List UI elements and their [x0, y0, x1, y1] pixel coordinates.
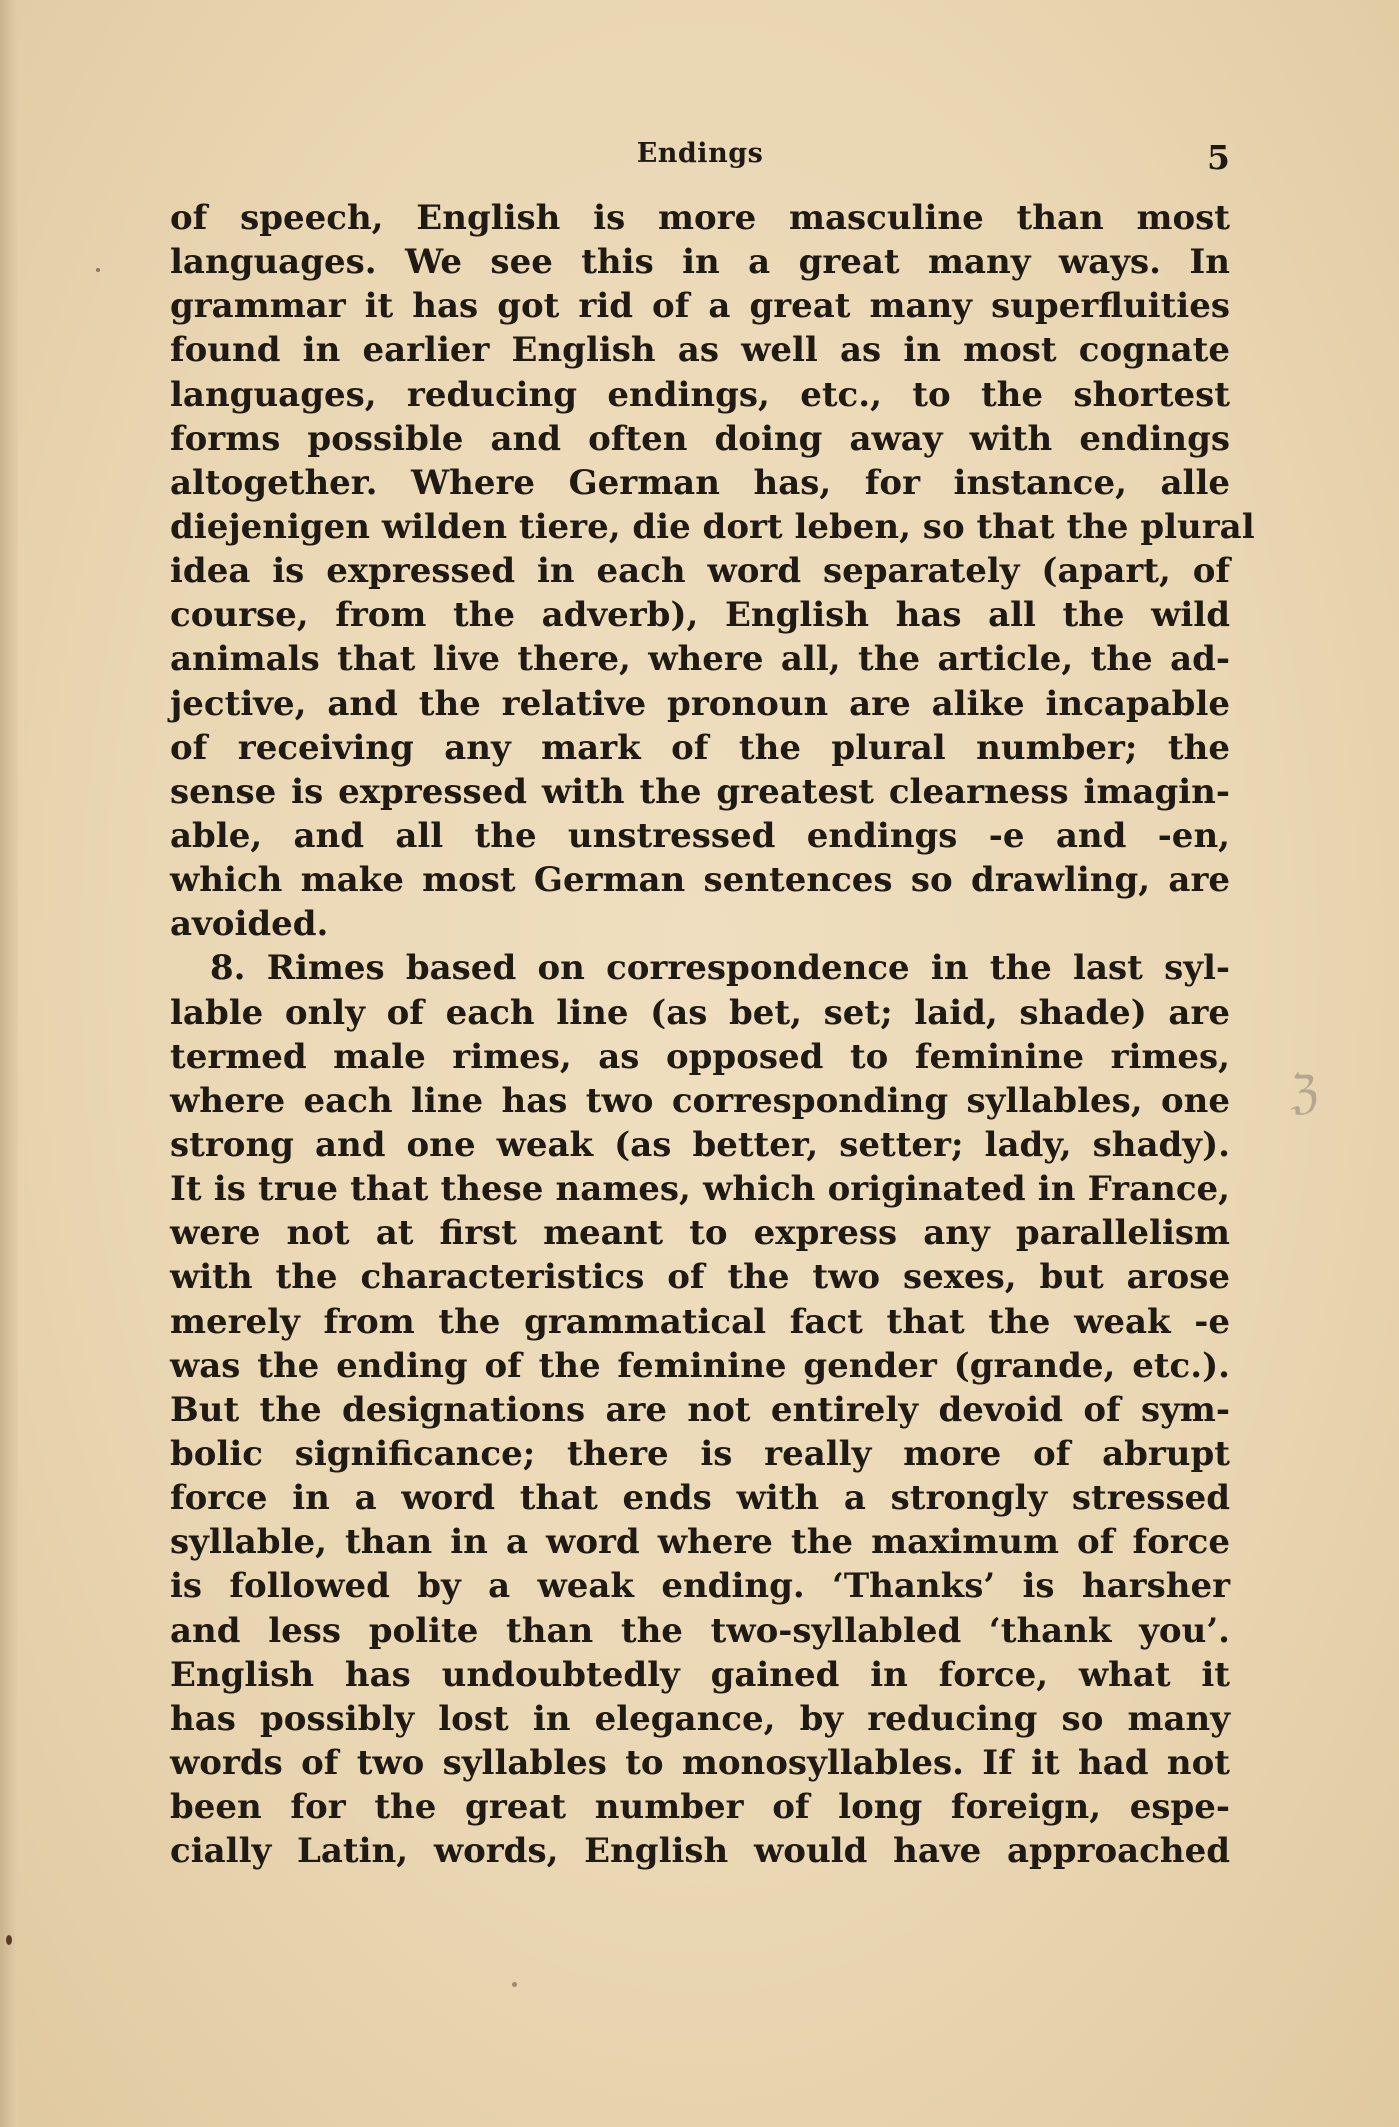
- running-head: Endings: [636, 138, 764, 169]
- text-line: was the ending of the feminine gender (grande, etc.).: [170, 1345, 1230, 1386]
- text-line: animals that live there, where all, the article, the ad-: [170, 639, 1230, 680]
- text-line: cially Latin, words, English would have approached: [170, 1831, 1230, 1872]
- margin-pencil-mark-icon: ℨ: [1290, 1065, 1319, 1119]
- text-line: has possibly lost in elegance, by reducing so many: [170, 1698, 1230, 1739]
- text-line: force in a word that ends with a strongly stressed: [170, 1478, 1230, 1519]
- page-number: 5: [1207, 138, 1230, 177]
- text-line: grammar it has got rid of a great many superfluities: [170, 286, 1230, 327]
- text-line: where each line has two corresponding syllables, one: [170, 1080, 1230, 1121]
- text-line: able, and all the unstressed endings -e and -en,: [170, 815, 1230, 856]
- text-line: syllable, than in a word where the maximum of force: [170, 1522, 1230, 1563]
- text-line: But the designations are not entirely devoid of sym-: [170, 1389, 1230, 1430]
- text-line: altogether. Where German has, for instance, alle: [170, 462, 1230, 503]
- text-line: of speech, English is more masculine than most: [170, 198, 1230, 238]
- text-line: diejenigen wilden tiere, die dort leben, so that the plural: [170, 506, 1255, 547]
- section-8-first-line: 8. Rimes based on correspondence in the last syl-: [210, 948, 1230, 989]
- text-line: with the characteristics of the two sexes, but arose: [170, 1257, 1230, 1298]
- text-line: found in earlier English as well as in most cognate: [170, 330, 1230, 371]
- paper-speck: [96, 268, 100, 272]
- text-line: jective, and the relative pronoun are alike incapable: [170, 683, 1230, 724]
- text-line: It is true that these names, which originated in France,: [170, 1169, 1230, 1210]
- page-spine-edge: [0, 0, 18, 2127]
- text-line: languages, reducing endings, etc., to the shortest: [170, 374, 1230, 415]
- paper-speck: [512, 1982, 517, 1987]
- body-text: [170, 196, 1255, 1873]
- text-line: of receiving any mark of the plural number; the: [170, 727, 1230, 768]
- text-line: strong and one weak (as better, setter; lady, shady).: [170, 1124, 1230, 1165]
- paper-speck: [6, 1935, 12, 1945]
- text-line: termed male rimes, as opposed to feminine rimes,: [170, 1036, 1230, 1077]
- text-line: forms possible and often doing away with endings: [170, 418, 1230, 459]
- text-line: avoided.: [170, 904, 329, 945]
- text-line: course, from the adverb), English has all the wild: [170, 595, 1230, 636]
- text-line: words of two syllables to monosyllables. If it had not: [170, 1742, 1230, 1783]
- text-line: been for the great number of long foreign, espe-: [170, 1787, 1230, 1828]
- text-line: idea is expressed in each word separately (apart, of: [170, 551, 1230, 592]
- page-header: [170, 138, 1230, 188]
- text-line: English has undoubtedly gained in force, what it: [170, 1654, 1230, 1695]
- text-line: which make most German sentences so drawling, are: [170, 860, 1230, 901]
- text-line: bolic significance; there is really more of abrupt: [170, 1433, 1230, 1474]
- text-line: lable only of each line (as bet, set; laid, shade) are: [170, 992, 1230, 1033]
- text-line: is followed by a weak ending. ‘Thanks’ is harsher: [170, 1566, 1230, 1607]
- text-line: and less polite than the two-syllabled ‘thank you’.: [170, 1610, 1230, 1651]
- text-line: were not at first meant to express any parallelism: [170, 1213, 1230, 1254]
- text-line: merely from the grammatical fact that the weak -e: [170, 1301, 1230, 1342]
- text-line: languages. We see this in a great many ways. In: [170, 242, 1230, 283]
- text-line: sense is expressed with the greatest clearness imagin-: [170, 771, 1230, 812]
